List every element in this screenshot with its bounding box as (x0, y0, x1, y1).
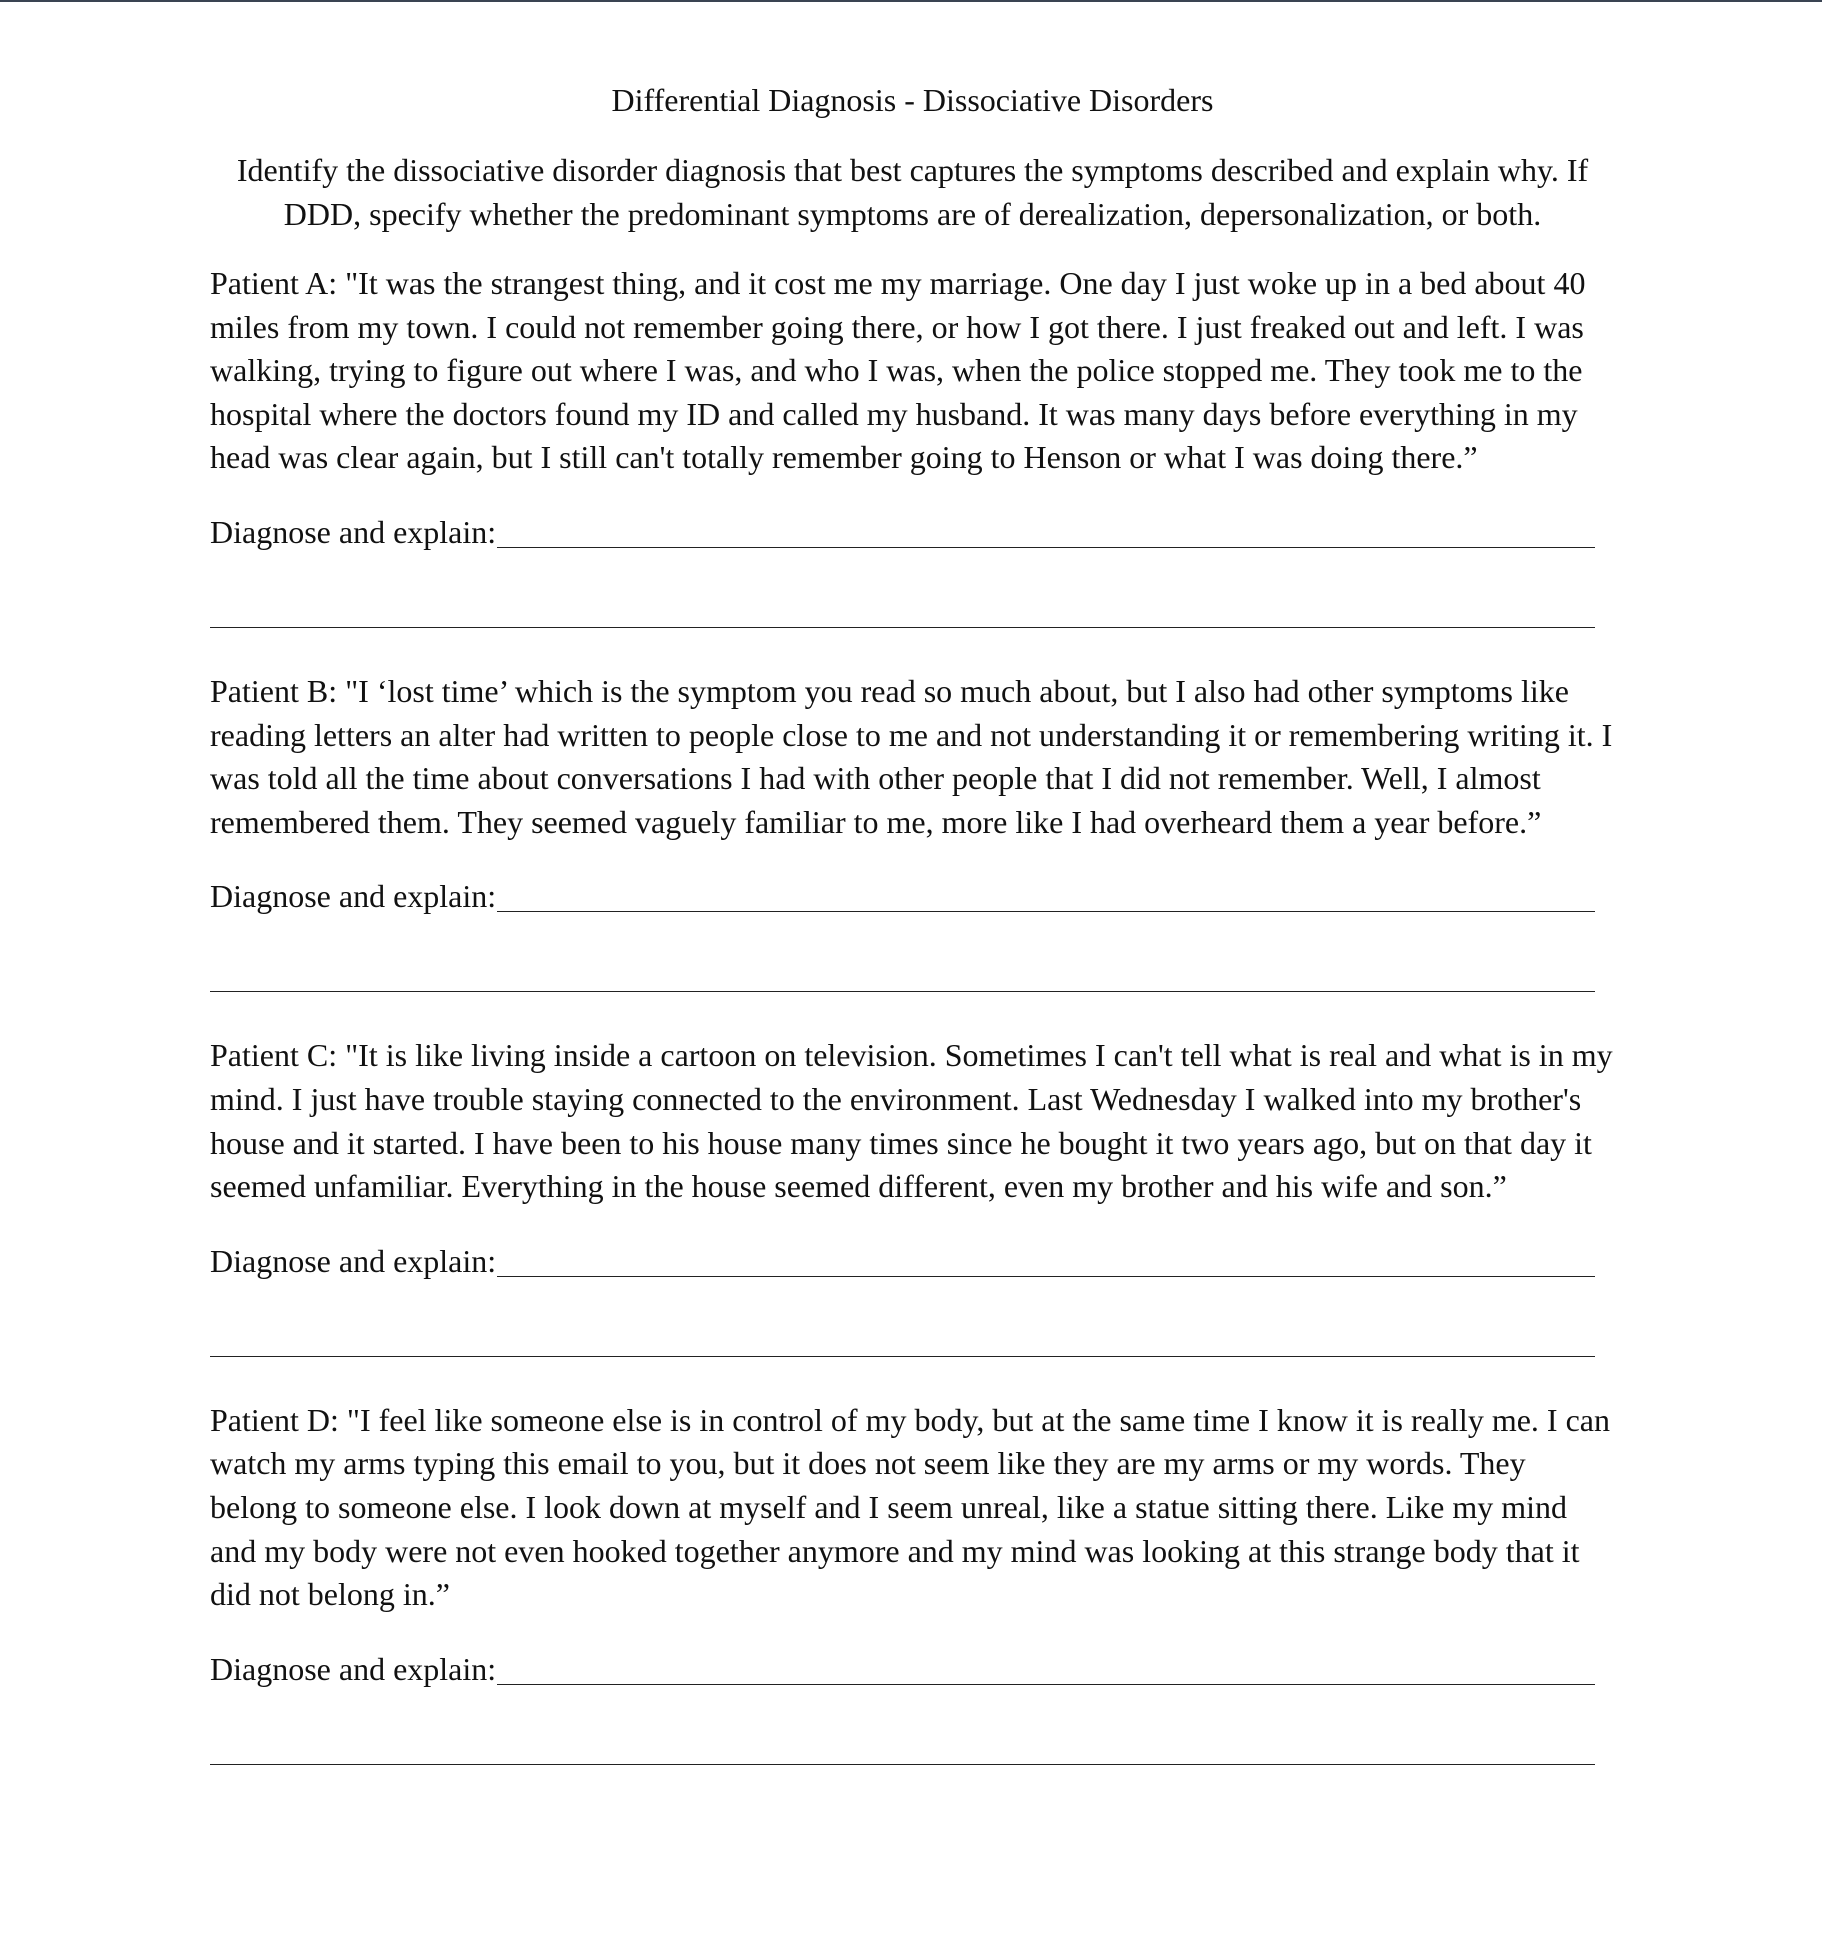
document-page (210, 78, 1615, 1807)
patient-c-answer-line-1[interactable] (497, 1242, 1595, 1277)
patient-a-answer-area (210, 510, 1595, 628)
patient-a-case (210, 262, 1615, 628)
document-title: Differential Diagnosis - Dissociative Disorders (611, 82, 1214, 118)
patient-b-answer-label: Diagnose and explain: (210, 878, 497, 915)
patient-a-answer-line-2[interactable] (210, 597, 1595, 628)
patient-c-answer-label: Diagnose and explain: (210, 1242, 497, 1279)
patient-c-text: Patient C: "It is like living inside a cartoon on television. Sometimes I can't tell what is real and what is in my mind. I just have trouble staying connected to the environment. Last Wednesday I walked into my brother's house and it started. I have been to his house many times since he bought it two years ago, but on that day it seemed unfamiliar. Everything in the house seemed different, even my brother and his wife and son.” (210, 1037, 1613, 1205)
patient-a-text: Patient A: "It was the strangest thing, and it cost me my marriage. One day I just woke up in a bed about 40 miles from my town. I could not remember going there, or how I got there. I just freaked out and left. I was walking, trying to figure out where I was, and who I was, when the police stopped me. They took me to the hospital where the doctors found my ID and called my husband. It was many days before everything in my head was clear again, but I still can't totally remember going to Henson or what I was doing there.” (210, 265, 1586, 476)
patient-d-answer-line-2[interactable] (210, 1734, 1595, 1765)
patient-d-answer-row (210, 1647, 1595, 1691)
patient-b-case (210, 670, 1615, 992)
patient-b-answer-line-2[interactable] (210, 961, 1595, 992)
patient-a-answer-label: Diagnose and explain: (210, 513, 497, 550)
patient-d-answer-line-1[interactable] (497, 1650, 1595, 1685)
patient-b-answer-area (210, 874, 1595, 992)
patient-c-case (210, 1034, 1615, 1356)
patient-d-case (210, 1399, 1615, 1765)
patient-d-text: Patient D: "I feel like someone else is in control of my body, but at the same time I know it is really me. I can watch my arms typing this email to you, but it does not seem like they are my arms or my words. They belong to someone else. I look down at myself and I seem unreal, like a statue sitting there. Like my mind and my body were not even hooked together anymore and my mind was looking at this strange body that it did not belong in.” (210, 1401, 1610, 1613)
patient-b-answer-line-1[interactable] (497, 877, 1595, 912)
patient-a-answer-row (210, 510, 1595, 554)
patient-c-answer-row (210, 1239, 1595, 1283)
patient-d-answer-label: Diagnose and explain: (210, 1650, 497, 1687)
patient-c-answer-area (210, 1239, 1595, 1357)
window-top-border (0, 0, 1822, 2)
patient-b-answer-row (210, 874, 1595, 918)
patient-b-text: Patient B: "I ‘lost time’ which is the symptom you read so much about, but I also had other symptoms like reading letters an alter had written to people close to me and not understanding it or remembering writing it. I was told all the time about conversations I had with other people that I did not remember. Well, I almost remembered them. They seemed vaguely familiar to me, more like I had overheard them a year before.” (210, 672, 1613, 840)
patient-a-answer-line-1[interactable] (497, 513, 1595, 548)
patient-d-answer-area (210, 1647, 1595, 1765)
instructions-paragraph: Identify the dissociative disorder diagnosis that best captures the symptoms described and explain why. If DDD, specify whether the predominant symptoms are of derealization, depersonalization, or both. (236, 152, 1589, 232)
patient-c-answer-line-2[interactable] (210, 1326, 1595, 1357)
